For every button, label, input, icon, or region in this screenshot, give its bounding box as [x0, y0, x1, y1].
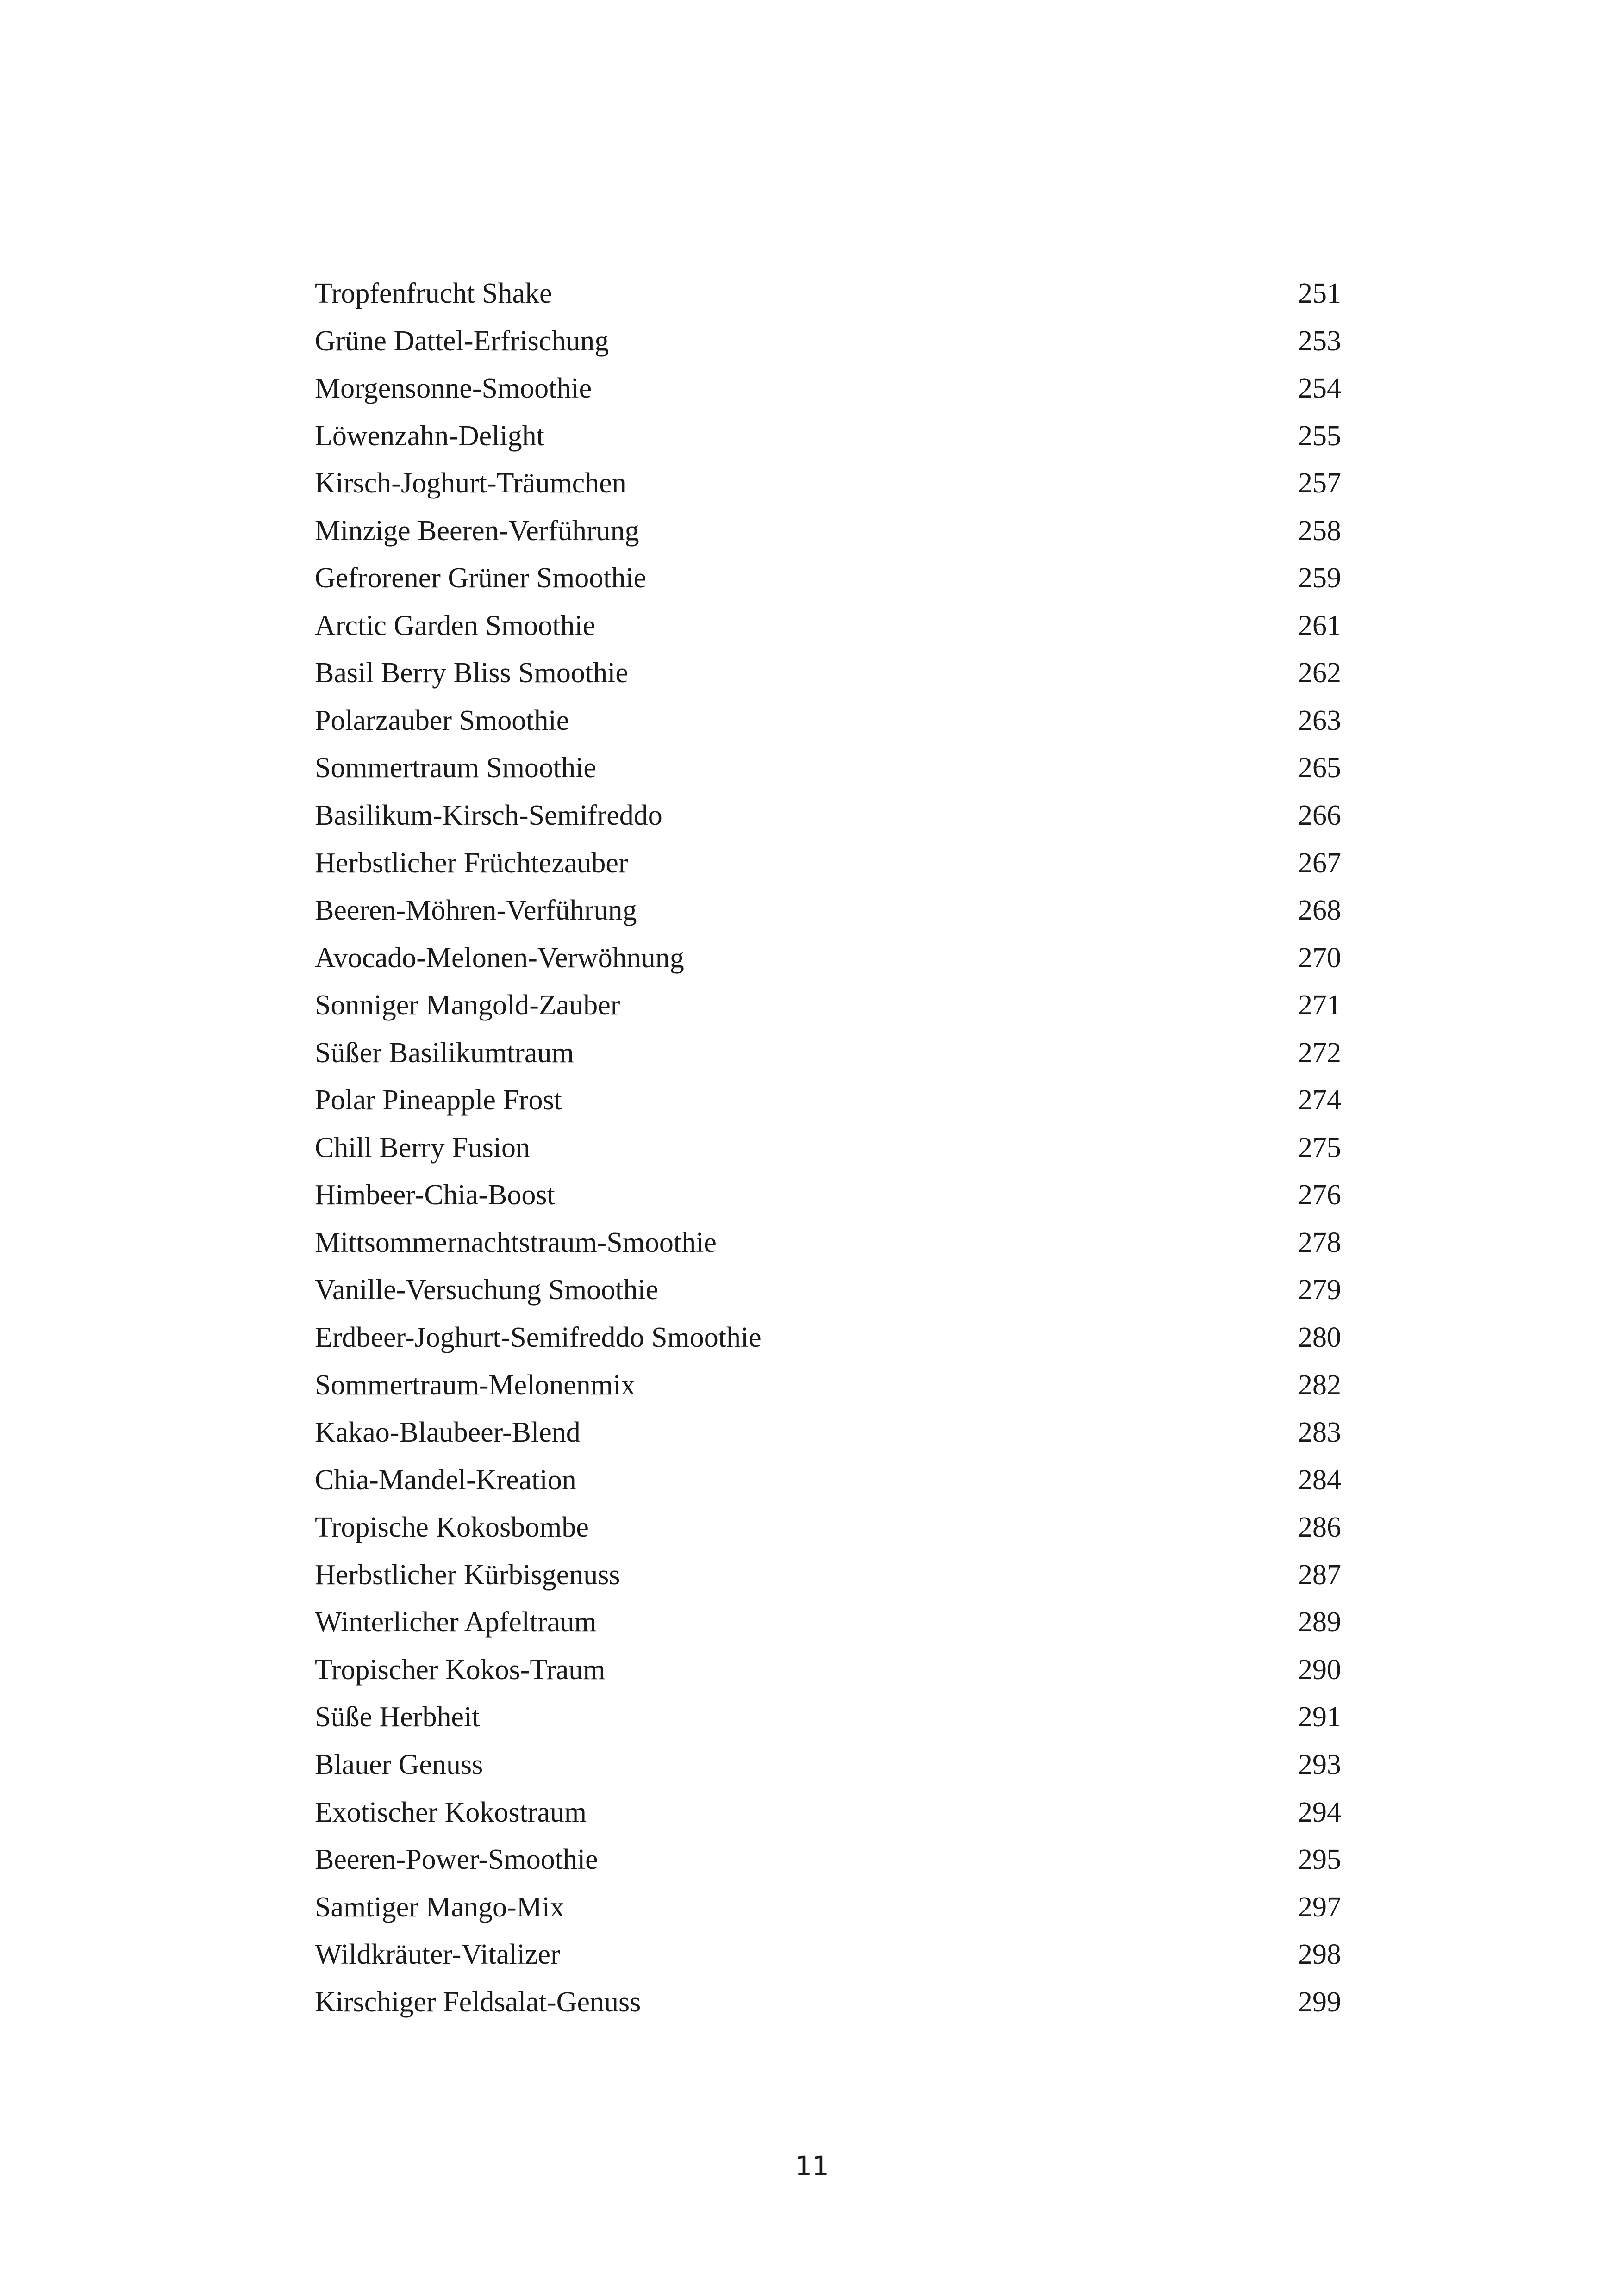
toc-entry-page: 262 [1298, 657, 1341, 689]
toc-entry-title: Sommertraum-Melonenmix [315, 1369, 636, 1401]
toc-entry [0, 744, 1624, 792]
toc-entry [0, 1362, 1624, 1409]
toc-entry-page: 274 [1298, 1084, 1341, 1116]
toc-entry-title: Kirschiger Feldsalat-Genuss [315, 1986, 641, 2018]
toc-entry-title: Blauer Genuss [315, 1748, 483, 1780]
toc-entry-page: 276 [1298, 1179, 1341, 1211]
toc-entry-page: 294 [1298, 1796, 1341, 1828]
toc-entry-page: 270 [1298, 942, 1341, 974]
toc-entry-title: Arctic Garden Smoothie [315, 610, 596, 641]
toc-entry-page: 293 [1298, 1748, 1341, 1780]
toc-entry [0, 1789, 1624, 1836]
toc-entry-title: Beeren-Power-Smoothie [315, 1844, 598, 1876]
toc-entry-title: Polar Pineapple Frost [315, 1084, 562, 1116]
toc-entry-page: 255 [1298, 420, 1341, 452]
toc-entry-page: 271 [1298, 989, 1341, 1021]
toc-entry [0, 365, 1624, 412]
toc-entry-title: Vanille-Versuchung Smoothie [315, 1274, 659, 1306]
toc-entry-page: 291 [1298, 1701, 1341, 1733]
toc-entry-page: 253 [1298, 325, 1341, 357]
toc-entry-page: 282 [1298, 1369, 1341, 1401]
toc-entry [0, 1076, 1624, 1124]
toc-entry-title: Chill Berry Fusion [315, 1132, 531, 1164]
toc-entry-title: Basilikum-Kirsch-Semifreddo [315, 800, 662, 832]
toc-entry [0, 887, 1624, 934]
toc-entry [0, 1171, 1624, 1219]
toc-entry-title: Beeren-Möhren-Verführung [315, 895, 637, 927]
toc-entry-page: 263 [1298, 704, 1341, 736]
toc-entry [0, 840, 1624, 887]
toc-entry-page: 283 [1298, 1417, 1341, 1449]
toc-entry [0, 1124, 1624, 1172]
toc-entry-title: Erdbeer-Joghurt-Semifreddo Smoothie [315, 1322, 762, 1354]
toc-entry-title: Tropische Kokosbombe [315, 1512, 589, 1543]
table-of-contents [0, 270, 1624, 2026]
toc-entry [0, 1029, 1624, 1077]
toc-entry-page: 290 [1298, 1654, 1341, 1686]
toc-entry-page: 284 [1298, 1464, 1341, 1496]
toc-entry-title: Süße Herbheit [315, 1701, 480, 1733]
toc-entry [0, 792, 1624, 840]
toc-entry [0, 1409, 1624, 1456]
toc-entry-page: 289 [1298, 1606, 1341, 1638]
toc-entry [0, 934, 1624, 982]
toc-entry-page: 272 [1298, 1037, 1341, 1069]
toc-entry [0, 1884, 1624, 1931]
toc-entry-page: 280 [1298, 1322, 1341, 1354]
toc-entry-title: Süßer Basilikumtraum [315, 1037, 574, 1069]
toc-entry-page: 265 [1298, 752, 1341, 784]
toc-entry-title: Grüne Dattel-Erfrischung [315, 325, 609, 357]
toc-entry-page: 257 [1298, 467, 1341, 499]
toc-entry-title: Chia-Mandel-Kreation [315, 1464, 576, 1496]
toc-entry-title: Kakao-Blaubeer-Blend [315, 1417, 581, 1449]
toc-entry-title: Avocado-Melonen-Verwöhnung [315, 942, 684, 974]
toc-entry-page: 266 [1298, 800, 1341, 832]
toc-entry-title: Sommertraum Smoothie [315, 752, 596, 784]
toc-entry [0, 1219, 1624, 1267]
toc-entry-title: Himbeer-Chia-Boost [315, 1179, 555, 1211]
toc-entry-page: 299 [1298, 1986, 1341, 2018]
toc-entry [0, 1266, 1624, 1314]
toc-entry-page: 278 [1298, 1226, 1341, 1258]
toc-entry [0, 1931, 1624, 1979]
toc-entry-page: 286 [1298, 1512, 1341, 1543]
toc-entry [0, 1979, 1624, 2026]
toc-entry [0, 1599, 1624, 1646]
toc-entry-page: 268 [1298, 895, 1341, 927]
toc-entry-title: Mittsommernachtstraum-Smoothie [315, 1226, 717, 1258]
toc-entry-page: 287 [1298, 1559, 1341, 1591]
toc-entry-page: 297 [1298, 1891, 1341, 1923]
toc-entry-title: Winterlicher Apfeltraum [315, 1606, 597, 1638]
toc-entry-title: Tropfenfrucht Shake [315, 278, 552, 309]
toc-entry [0, 270, 1624, 317]
toc-entry-title: Basil Berry Bliss Smoothie [315, 657, 628, 689]
toc-entry [0, 1456, 1624, 1504]
toc-entry-page: 295 [1298, 1844, 1341, 1876]
toc-entry [0, 554, 1624, 602]
toc-entry-title: Polarzauber Smoothie [315, 704, 569, 736]
toc-entry-page: 259 [1298, 562, 1341, 594]
toc-entry [0, 1504, 1624, 1551]
page-number: 11 [795, 2150, 829, 2182]
toc-entry-page: 251 [1298, 278, 1341, 309]
toc-entry [0, 460, 1624, 507]
toc-entry-page: 267 [1298, 847, 1341, 879]
toc-entry-page: 254 [1298, 373, 1341, 404]
toc-entry-title: Tropischer Kokos-Traum [315, 1654, 606, 1686]
toc-entry [0, 412, 1624, 460]
toc-entry-page: 275 [1298, 1132, 1341, 1164]
toc-entry-page: 261 [1298, 610, 1341, 641]
toc-entry-title: Kirsch-Joghurt-Träumchen [315, 467, 626, 499]
toc-entry-title: Wildkräuter-Vitalizer [315, 1939, 560, 1971]
toc-entry [0, 1693, 1624, 1741]
toc-entry [0, 1741, 1624, 1789]
toc-entry-title: Minzige Beeren-Verführung [315, 515, 639, 547]
toc-entry [0, 982, 1624, 1029]
toc-entry [0, 1314, 1624, 1362]
toc-entry-title: Samtiger Mango-Mix [315, 1891, 564, 1923]
toc-entry-title: Gefrorener Grüner Smoothie [315, 562, 647, 594]
toc-entry-title: Morgensonne-Smoothie [315, 373, 592, 404]
toc-entry-title: Löwenzahn-Delight [315, 420, 544, 452]
toc-entry [0, 1551, 1624, 1599]
toc-entry-page: 258 [1298, 515, 1341, 547]
toc-entry-title: Sonniger Mangold-Zauber [315, 989, 620, 1021]
toc-entry [0, 317, 1624, 365]
toc-entry [0, 1646, 1624, 1694]
toc-entry-title: Herbstlicher Früchtezauber [315, 847, 628, 879]
toc-entry-title: Exotischer Kokostraum [315, 1796, 587, 1828]
toc-entry-page: 279 [1298, 1274, 1341, 1306]
toc-entry [0, 1836, 1624, 1884]
toc-entry [0, 697, 1624, 745]
toc-entry [0, 507, 1624, 555]
toc-entry-page: 298 [1298, 1939, 1341, 1971]
toc-entry [0, 602, 1624, 650]
toc-entry-title: Herbstlicher Kürbisgenuss [315, 1559, 620, 1591]
toc-entry [0, 649, 1624, 697]
